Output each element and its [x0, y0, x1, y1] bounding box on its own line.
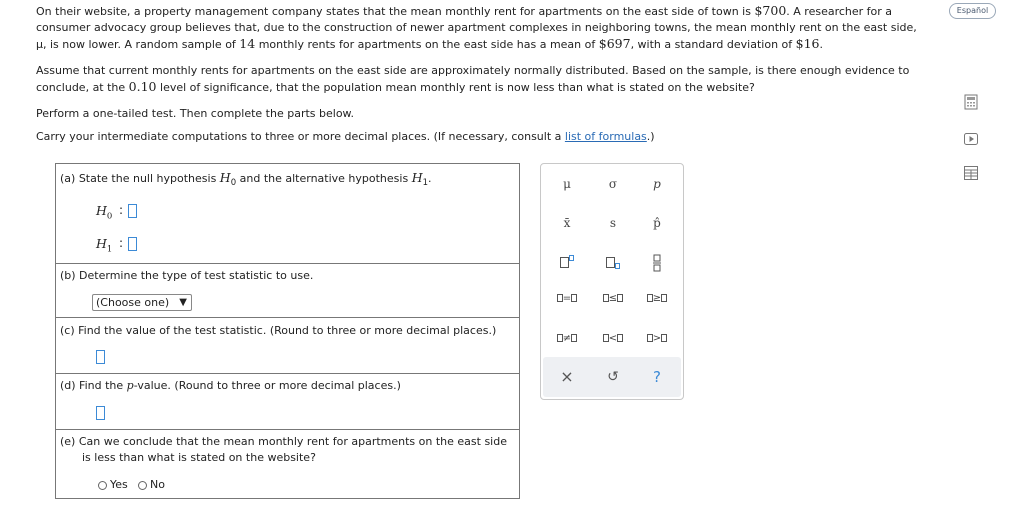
- question-panel: [55, 163, 520, 499]
- p-hat-button[interactable]: p̂: [653, 216, 661, 230]
- part-a-section: [56, 164, 519, 264]
- clear-icon[interactable]: ×: [560, 367, 574, 386]
- part-a-label: (a) State the null hypothesis $H_0$ and the alternative hypothesis $H_1$.: [60, 170, 432, 189]
- no-radio[interactable]: [138, 481, 147, 490]
- equals-button[interactable]: =: [545, 288, 589, 310]
- part-d-section: [56, 374, 519, 430]
- fraction-button[interactable]: [635, 251, 679, 273]
- test-statistic-select[interactable]: (Choose one) ▼: [92, 294, 192, 311]
- instruction-decimals: Carry your intermediate computations to three or more decimal places. (If necessary, consult a list of formulas.): [36, 130, 655, 143]
- list-of-formulas-link[interactable]: list of formulas: [564, 130, 647, 143]
- null-hypothesis-colon: :: [119, 203, 124, 217]
- sigma-button[interactable]: σ: [608, 177, 618, 191]
- language-button[interactable]: Español: [949, 3, 996, 19]
- problem-paragraph-1: On their website, a property management company states that the mean monthly rent for apartments on the east side of town is $700. A researcher for a consumer advocacy group believes that, due to the construction of newer apartment complexes in neighboring towns, the mean monthly rent on the east side, μ, is now lower. A random sample of 14 monthly rents for apartments on the east side has a mean of $697, with a standard deviation of $16.: [36, 3, 917, 51]
- greater-than-button[interactable]: >: [635, 328, 679, 350]
- data-table-icon[interactable]: [963, 165, 979, 181]
- superscript-button[interactable]: [545, 251, 589, 273]
- part-e-label: (e) Can we conclude that the mean monthly rent for apartments on the east side is less than what is stated on the website?: [60, 435, 507, 464]
- subscript-button[interactable]: [591, 251, 635, 273]
- help-icon[interactable]: ?: [653, 368, 661, 386]
- alt-hypothesis-colon: :: [119, 236, 124, 250]
- less-equal-button[interactable]: ≤: [591, 288, 635, 310]
- part-e-section: [56, 430, 519, 498]
- part-b-label: (b) Determine the type of test statistic to use.: [60, 269, 314, 282]
- subscript-icon: [606, 257, 615, 268]
- calculator-icon[interactable]: [963, 94, 979, 110]
- instruction-one-tailed: Perform a one-tailed test. Then complete the parts below.: [36, 107, 355, 120]
- not-equal-button[interactable]: ≠: [545, 328, 589, 350]
- alt-hypothesis-input[interactable]: [128, 237, 137, 251]
- x-bar-button[interactable]: x̄: [563, 216, 571, 230]
- no-label: No: [150, 478, 165, 491]
- mu-button[interactable]: μ: [563, 177, 571, 191]
- superscript-icon: [560, 257, 569, 268]
- part-d-label: (d) Find the p-value. (Round to three or more decimal places.): [60, 379, 401, 392]
- part-c-section: [56, 318, 519, 374]
- s-button[interactable]: s: [609, 216, 617, 230]
- part-b-section: [56, 264, 519, 318]
- palette-actions: [543, 357, 681, 397]
- less-than-button[interactable]: <: [591, 328, 635, 350]
- null-hypothesis-input[interactable]: [128, 204, 137, 218]
- yes-radio[interactable]: [98, 481, 107, 490]
- undo-icon[interactable]: ↺: [607, 369, 619, 385]
- null-hypothesis-label: $H_0$: [96, 203, 113, 222]
- symbol-palette: [540, 163, 684, 400]
- test-statistic-input[interactable]: [96, 350, 105, 364]
- chevron-down-icon: ▼: [179, 297, 187, 308]
- p-value-input[interactable]: [96, 406, 105, 420]
- p-button[interactable]: p: [653, 177, 661, 191]
- problem-paragraph-2: Assume that current monthly rents for apartments on the east side are approximately normally distributed. Based on the sample, is there enough evidence to conclude, at the 0.10 level of significance, that the population mean monthly rent is now less than what is stated on the website?: [36, 64, 910, 94]
- video-play-icon[interactable]: [963, 131, 979, 147]
- part-c-label: (c) Find the value of the test statistic. (Round to three or more decimal places.): [60, 324, 497, 337]
- yes-label: Yes: [110, 478, 128, 491]
- alt-hypothesis-label: $H_1$: [96, 236, 113, 255]
- greater-equal-button[interactable]: ≥: [635, 288, 679, 310]
- fraction-icon: [652, 254, 662, 272]
